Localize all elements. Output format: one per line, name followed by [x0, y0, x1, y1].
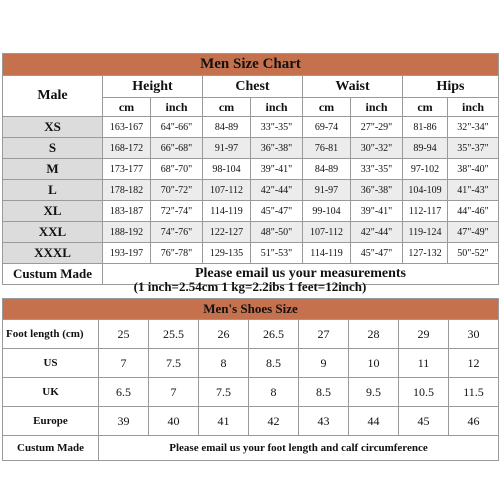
cell-waist-in: 30"-32": [351, 138, 403, 159]
cell-height-in: 66"-68": [151, 138, 203, 159]
shoes-cell: 6.5: [99, 378, 149, 407]
shoes-row: [3, 349, 499, 378]
cell-waist-in: 27"-29": [351, 117, 403, 138]
shoes-cell: 26: [199, 320, 249, 349]
cell-height-cm: 193-197: [103, 243, 151, 264]
size-label: XXL: [3, 222, 103, 243]
size-label: L: [3, 180, 103, 201]
shoes-cell: 46: [449, 407, 499, 436]
shoes-cell: 9: [299, 349, 349, 378]
cell-height-in: 72"-74": [151, 201, 203, 222]
cell-hips-cm: 127-132: [403, 243, 448, 264]
cell-chest-cm: 91-97: [203, 138, 251, 159]
shoes-custom-made-message: Please email us your foot length and calf circumference: [99, 436, 499, 461]
cell-hips-in: 44"-46": [448, 201, 499, 222]
size-row: [3, 222, 499, 243]
unit-cm: cm: [303, 98, 351, 117]
shoes-row: [3, 320, 499, 349]
group-chest: Chest: [203, 76, 303, 98]
shoes-row: [3, 407, 499, 436]
shoes-cell: 10.5: [399, 378, 449, 407]
shoes-cell: 41: [199, 407, 249, 436]
shoes-cell: 28: [349, 320, 399, 349]
cell-height-in: 68"-70": [151, 159, 203, 180]
cell-hips-cm: 97-102: [403, 159, 448, 180]
unit-inch: inch: [351, 98, 403, 117]
shoes-custom-made-label: Custum Made: [3, 436, 99, 461]
size-row: [3, 180, 499, 201]
cell-height-in: 64"-66": [151, 117, 203, 138]
cell-chest-in: 39"-41": [251, 159, 303, 180]
custom-made-label: Custum Made: [3, 264, 103, 285]
cell-chest-in: 48"-50": [251, 222, 303, 243]
conversion-note: (1 inch=2.54cm 1 kg=2.2ibs 1 feet=12inch): [133, 279, 367, 294]
cell-waist-in: 36"-38": [351, 180, 403, 201]
shoes-chart-table: [2, 298, 499, 461]
cell-waist-cm: 114-119: [303, 243, 351, 264]
shoes-cell: 7: [99, 349, 149, 378]
shoes-chart-title: Men's Shoes Size: [3, 299, 499, 320]
cell-waist-in: 39"-41": [351, 201, 403, 222]
cell-waist-cm: 107-112: [303, 222, 351, 243]
unit-cm: cm: [103, 98, 151, 117]
shoes-cell: 7.5: [199, 378, 249, 407]
cell-height-cm: 183-187: [103, 201, 151, 222]
unit-cm: cm: [203, 98, 251, 117]
size-chart-title: Men Size Chart: [3, 54, 499, 76]
size-rows: [3, 117, 499, 264]
cell-waist-cm: 69-74: [303, 117, 351, 138]
cell-hips-in: 41"-43": [448, 180, 499, 201]
shoes-rows: [3, 320, 499, 436]
cell-waist-cm: 84-89: [303, 159, 351, 180]
cell-height-cm: 163-167: [103, 117, 151, 138]
cell-hips-cm: 81-86: [403, 117, 448, 138]
cell-height-cm: 178-182: [103, 180, 151, 201]
size-row: [3, 138, 499, 159]
cell-chest-cm: 107-112: [203, 180, 251, 201]
shoes-row: [3, 378, 499, 407]
shoes-row-label: UK: [3, 378, 99, 407]
shoes-cell: 40: [149, 407, 199, 436]
unit-inch: inch: [151, 98, 203, 117]
shoes-cell: 8.5: [299, 378, 349, 407]
cell-waist-in: 45"-47": [351, 243, 403, 264]
cell-hips-cm: 112-117: [403, 201, 448, 222]
cell-waist-cm: 91-97: [303, 180, 351, 201]
shoes-cell: 8: [249, 378, 299, 407]
shoes-row-label: Europe: [3, 407, 99, 436]
cell-hips-in: 47"-49": [448, 222, 499, 243]
group-height: Height: [103, 76, 203, 98]
shoes-cell: 30: [449, 320, 499, 349]
unit-inch: inch: [251, 98, 303, 117]
size-label: S: [3, 138, 103, 159]
cell-height-in: 70"-72": [151, 180, 203, 201]
cell-chest-in: 33"-35": [251, 117, 303, 138]
cell-height-cm: 173-177: [103, 159, 151, 180]
cell-chest-cm: 98-104: [203, 159, 251, 180]
size-row: [3, 243, 499, 264]
cell-hips-cm: 104-109: [403, 180, 448, 201]
shoes-cell: 26.5: [249, 320, 299, 349]
cell-chest-cm: 84-89: [203, 117, 251, 138]
shoes-cell: 45: [399, 407, 449, 436]
cell-waist-cm: 99-104: [303, 201, 351, 222]
cell-height-cm: 188-192: [103, 222, 151, 243]
shoes-cell: 10: [349, 349, 399, 378]
size-label: XXXL: [3, 243, 103, 264]
cell-waist-in: 33"-35": [351, 159, 403, 180]
unit-inch: inch: [448, 98, 499, 117]
shoes-row-label: Foot length (cm): [3, 320, 99, 349]
cell-waist-cm: 76-81: [303, 138, 351, 159]
group-waist: Waist: [303, 76, 403, 98]
shoes-cell: 43: [299, 407, 349, 436]
cell-chest-cm: 129-135: [203, 243, 251, 264]
shoes-cell: 9.5: [349, 378, 399, 407]
unit-cm: cm: [403, 98, 448, 117]
shoes-cell: 12: [449, 349, 499, 378]
size-label: XS: [3, 117, 103, 138]
cell-chest-cm: 122-127: [203, 222, 251, 243]
shoes-cell: 8: [199, 349, 249, 378]
shoes-cell: 25: [99, 320, 149, 349]
shoes-cell: 42: [249, 407, 299, 436]
cell-height-in: 74"-76": [151, 222, 203, 243]
custom-made-message: Please email us your measurements: [103, 264, 499, 285]
cell-height-cm: 168-172: [103, 138, 151, 159]
shoes-cell: 8.5: [249, 349, 299, 378]
cell-chest-in: 51"-53": [251, 243, 303, 264]
shoes-cell: 25.5: [149, 320, 199, 349]
group-hips: Hips: [403, 76, 499, 98]
size-row: [3, 117, 499, 138]
shoes-cell: 29: [399, 320, 449, 349]
cell-hips-cm: 119-124: [403, 222, 448, 243]
size-label: M: [3, 159, 103, 180]
shoes-row-label: US: [3, 349, 99, 378]
cell-height-in: 76"-78": [151, 243, 203, 264]
shoes-cell: 39: [99, 407, 149, 436]
cell-chest-in: 45"-47": [251, 201, 303, 222]
shoes-cell: 27: [299, 320, 349, 349]
cell-waist-in: 42"-44": [351, 222, 403, 243]
size-row: [3, 159, 499, 180]
cell-hips-in: 35"-37": [448, 138, 499, 159]
shoes-cell: 11: [399, 349, 449, 378]
size-row: [3, 201, 499, 222]
cell-hips-in: 32"-34": [448, 117, 499, 138]
shoes-cell: 7.5: [149, 349, 199, 378]
corner-label: Male: [3, 76, 103, 117]
shoes-cell: 11.5: [449, 378, 499, 407]
cell-hips-cm: 89-94: [403, 138, 448, 159]
cell-chest-in: 42"-44": [251, 180, 303, 201]
shoes-cell: 44: [349, 407, 399, 436]
cell-hips-in: 50"-52": [448, 243, 499, 264]
size-label: XL: [3, 201, 103, 222]
size-chart-table: [2, 53, 499, 285]
shoes-cell: 7: [149, 378, 199, 407]
cell-chest-in: 36"-38": [251, 138, 303, 159]
cell-hips-in: 38"-40": [448, 159, 499, 180]
cell-chest-cm: 114-119: [203, 201, 251, 222]
